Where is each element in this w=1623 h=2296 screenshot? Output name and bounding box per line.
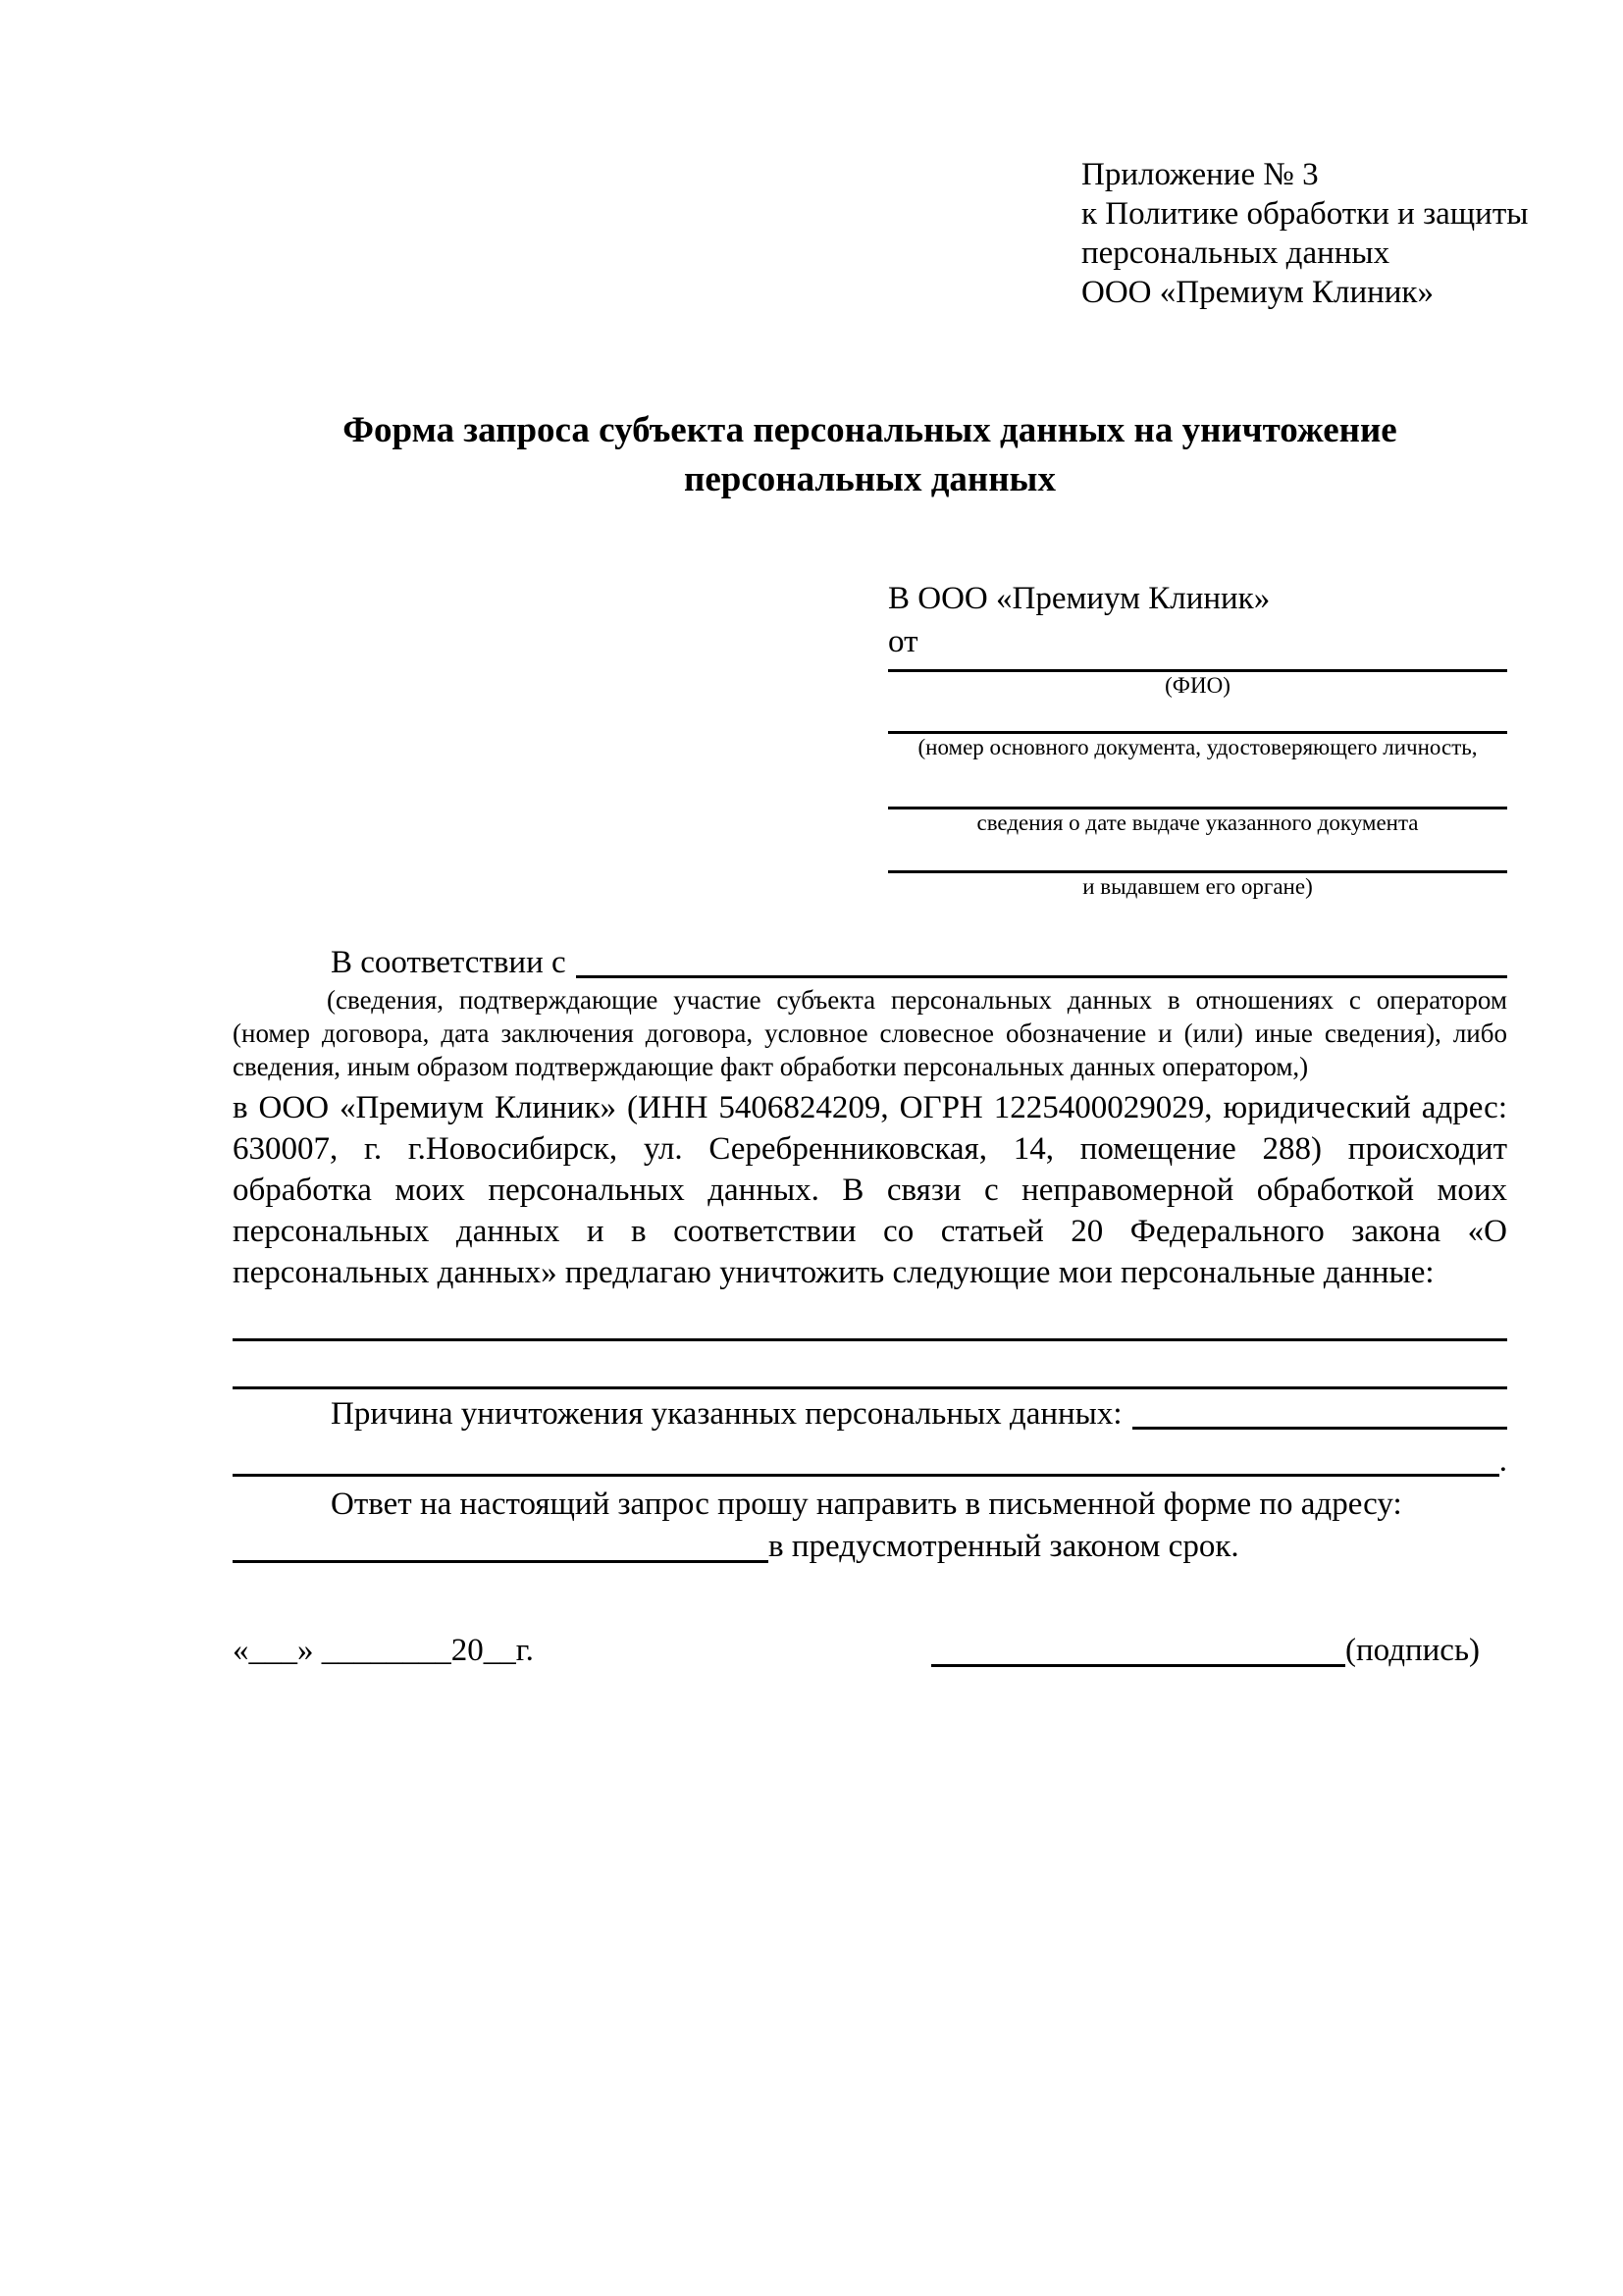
appendix-line: к Политике обработки и защиты [1081,196,1529,232]
date-blank: «___» ________20__г. [233,1633,534,1668]
accordance-fill-line [576,975,1507,978]
accordance-label: В соответствии с [331,945,566,980]
write-line-issue-date [888,761,1507,809]
reason-label: Причина уничтожения указанных персональных данных: [331,1396,1123,1432]
addressee-block [888,577,1507,901]
addressee-from-label: от [888,624,918,659]
personal-data-blank-line-2 [233,1341,1507,1389]
write-line-fio [888,663,1507,672]
period-mark: . [1498,1443,1507,1479]
write-line-identity-document-number [888,700,1507,734]
reason-continuation-row [233,1435,1507,1482]
caption-issuing-authority: и выдавшем его органе) [1082,874,1313,899]
reason-continuation-line [233,1474,1499,1477]
reason-fill-line [1132,1427,1507,1430]
reason-row [233,1393,1507,1435]
appendix-line: персональных данных [1081,235,1390,271]
footer-row [233,1629,1507,1672]
appendix-block [1081,155,1529,312]
signature-group [931,1629,1480,1672]
addressee-to: В ООО «Премиум Клиник» [888,581,1271,616]
signature-line [931,1664,1345,1667]
accordance-row [233,942,1507,983]
document-title: Форма запроса субъекта персональных данных на уничтожение персональных данных [342,410,1397,499]
response-tail: в предусмотренный законом срок. [768,1529,1239,1564]
personal-data-blank-line-1 [233,1293,1507,1341]
response-paragraph: Ответ на настоящий запрос прошу направить в письменной форме по адресу: [331,1487,1402,1522]
response-address-row [233,1525,1507,1568]
caption-identity-document-number: (номер основного документа, удостоверяющего личность, [917,735,1478,759]
appendix-line: ООО «Премиум Клиник» [1081,275,1434,310]
caption-issue-date: сведения о дате выдаче указанного документа [976,810,1419,835]
appendix-line: Приложение № 3 [1081,157,1319,192]
signature-caption: (подпись) [1345,1633,1480,1668]
address-write-line [233,1560,768,1563]
participation-note: (сведения, подтверждающие участие субъекта персональных данных в отношениях с оператором (номер договора, дата заключения договора, условное словесное обозначение и (или) иные сведения), либо сведения, иным образом подтверждающие факт обработки персональных данных оператором,) [233,985,1507,1081]
write-line-issuing-authority [888,837,1507,873]
caption-fio: (ФИО) [1165,673,1230,698]
operator-paragraph: в ООО «Премиум Клиник» (ИНН 5406824209, ОГРН 1225400029029, юридический адрес: 630007, г. г.Новосибирск, ул. Серебренниковская, 14, помещение 288) происходит обработка моих персональных данных. В связи с неправомерной обработкой моих персональных данных и в соответствии со статьей 20 Федерального закона «О персональных данных» предлагаю уничтожить следующие мои персональные данные: [233,1090,1507,1290]
